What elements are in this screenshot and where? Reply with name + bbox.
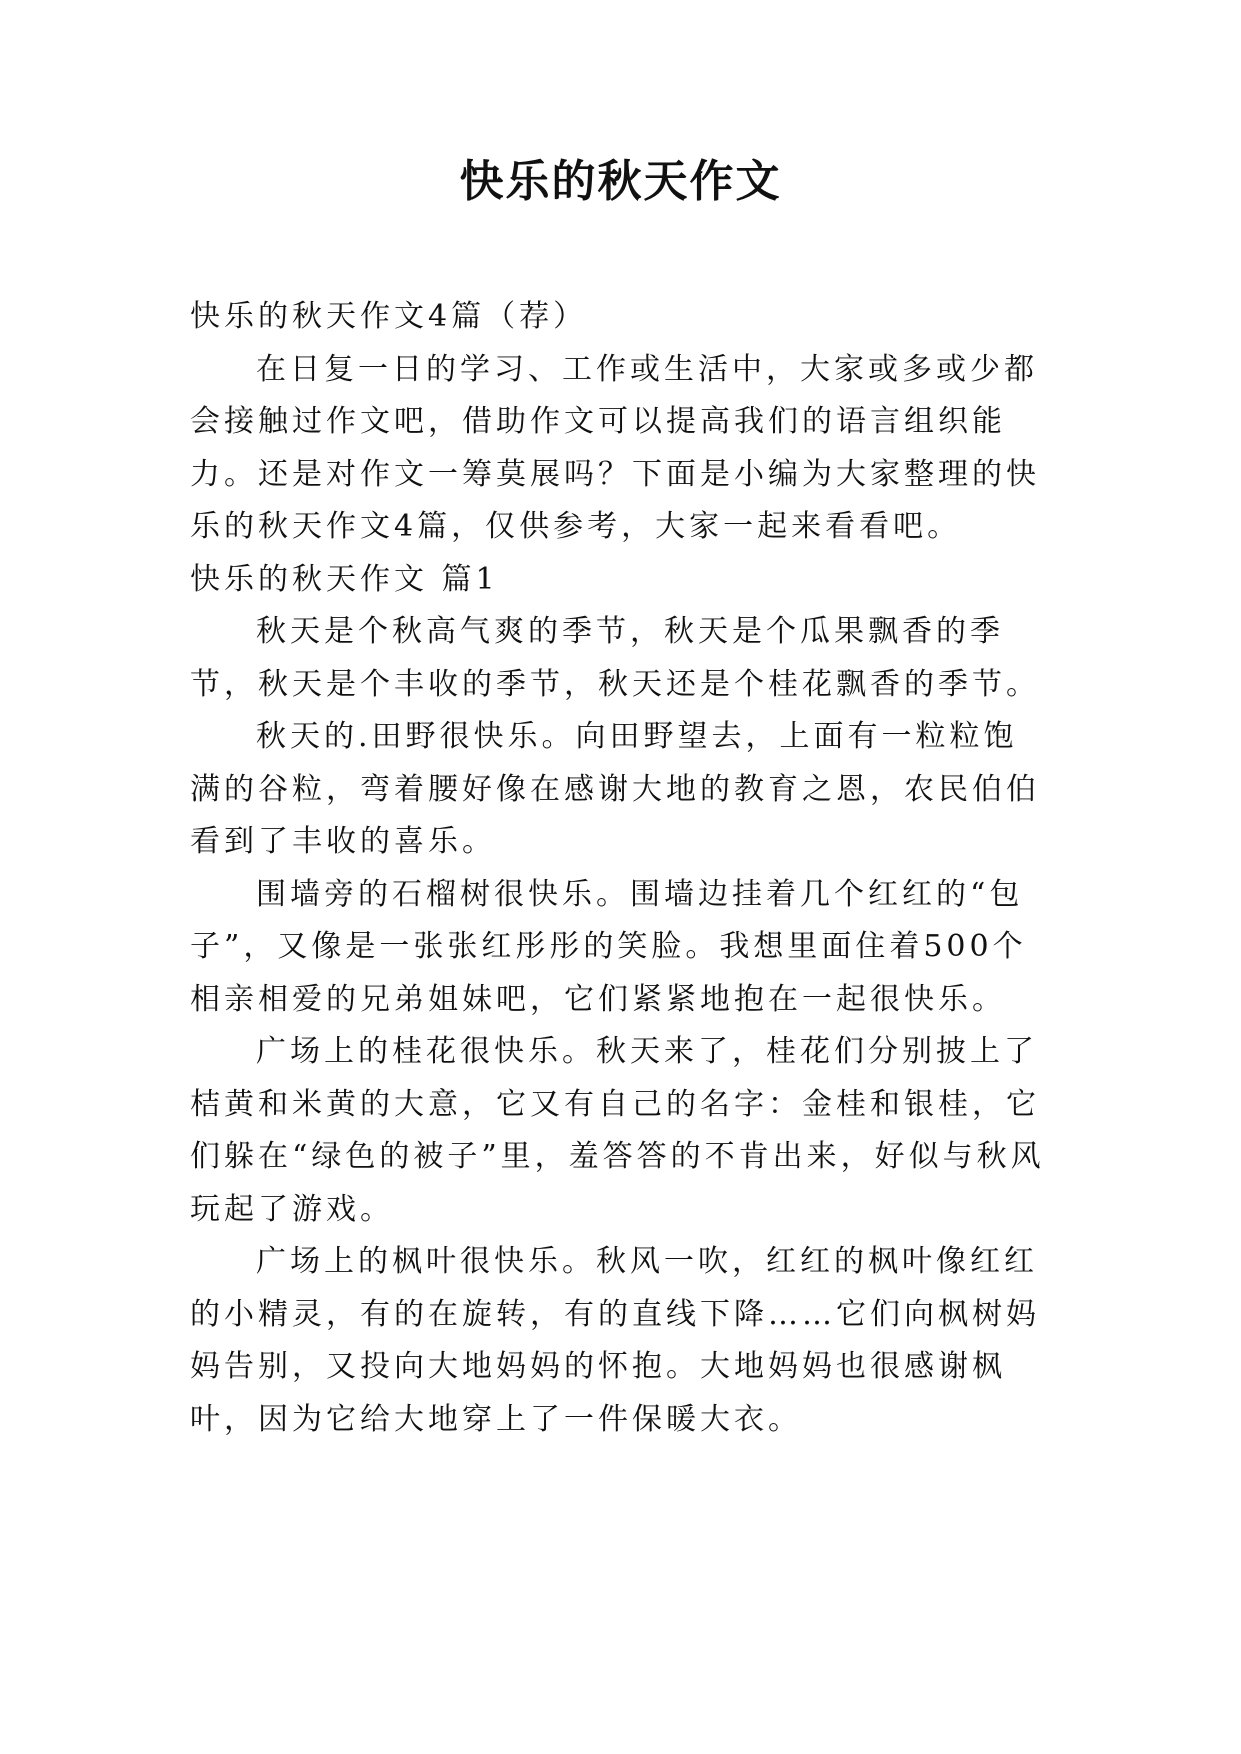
body-paragraph-1: 秋天是个秋高气爽的季节，秋天是个瓜果飘香的季节，秋天是个丰收的季节，秋天还是个桂花飘香的季节。 (190, 614, 1040, 702)
body-paragraph-2: 秋天的.田野很快乐。向田野望去，上面有一粒粒饱满的谷粒，弯着腰好像在感谢大地的教育之恩，农民伯伯看到了丰收的喜乐。 (190, 719, 1040, 859)
document-subtitle: 快乐的秋天作文4篇（荐） (190, 299, 588, 334)
document-body (190, 291, 1050, 1446)
body-paragraph-5: 广场上的枫叶很快乐。秋风一吹，红红的枫叶像红红的小精灵，有的在旋转，有的直线下降……它们向枫树妈妈告别，又投向大地妈妈的怀抱。大地妈妈也很感谢枫叶，因为它给大地穿上了一件保暖大衣。 (190, 1244, 1040, 1437)
document-title: 快乐的秋天作文 (459, 156, 782, 207)
body-paragraph-4: 广场上的桂花很快乐。秋天来了，桂花们分别披上了桔黄和米黄的大意，它又有自己的名字：金桂和银桂，它们躲在“绿色的被子”里，羞答答的不肯出来，好似与秋风玩起了游戏。 (190, 1034, 1045, 1227)
section-heading: 快乐的秋天作文 篇1 (190, 561, 499, 597)
intro-paragraph: 在日复一日的学习、工作或生活中，大家或多或少都会接触过作文吧，借助作文可以提高我们的语言组织能力。还是对作文一筹莫展吗？下面是小编为大家整理的快乐的秋天作文4篇，仅供参考，大家一起来看看吧。 (190, 351, 1040, 544)
body-paragraph-3: 围墙旁的石榴树很快乐。围墙边挂着几个红红的“包子”，又像是一张张红彤彤的笑脸。我想里面住着500个相亲相爱的兄弟姐妹吧，它们紧紧地抱在一起很快乐。 (190, 876, 1027, 1017)
